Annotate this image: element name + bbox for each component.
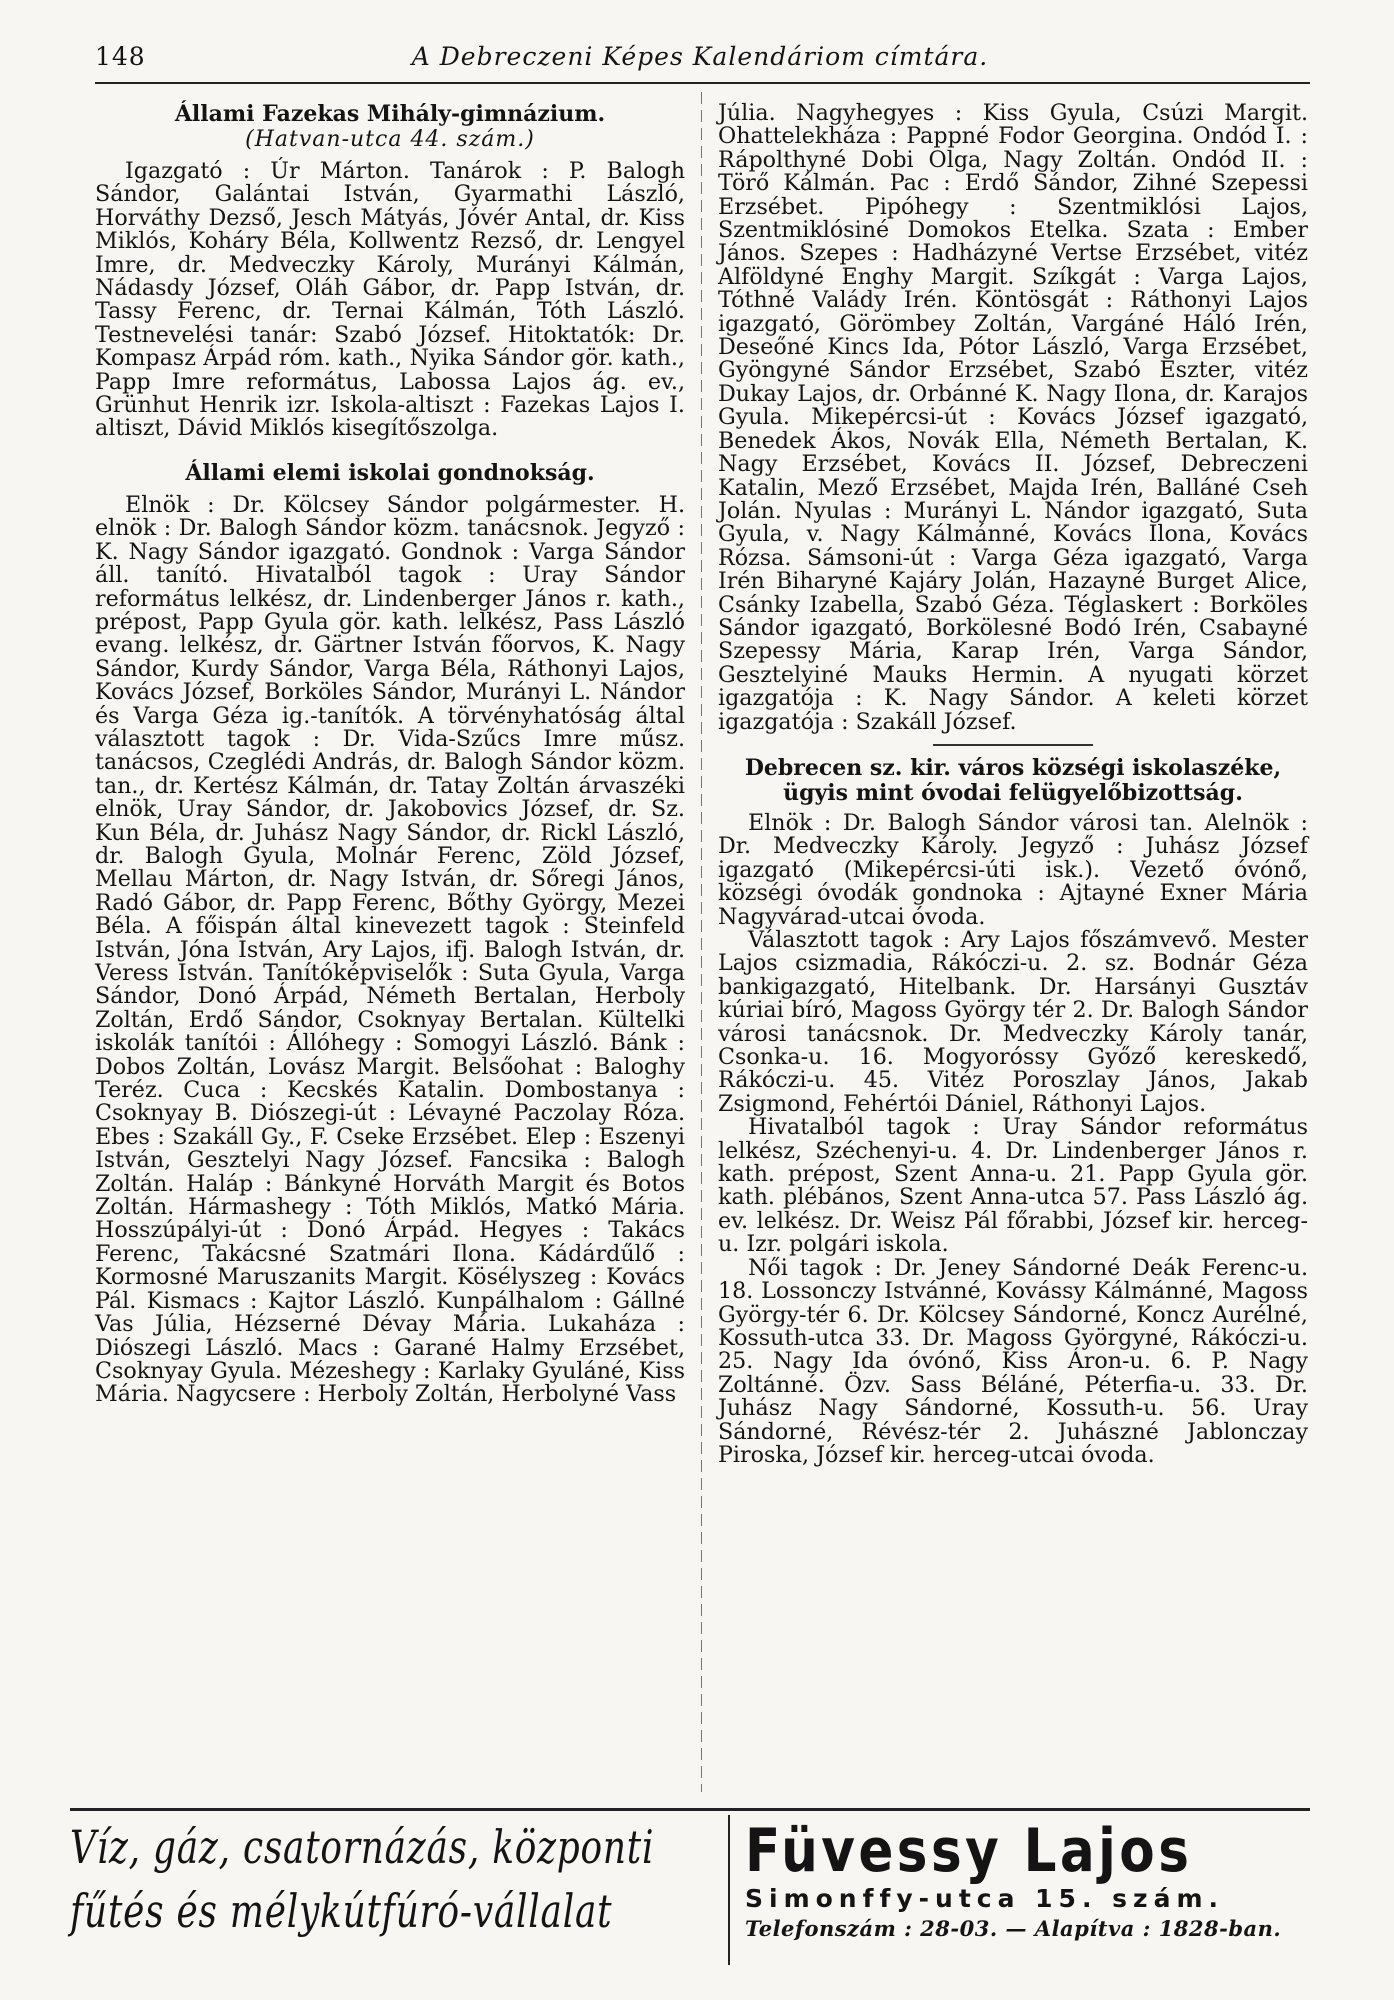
left-column <box>95 102 685 1802</box>
running-title: A Debreczeni Képes Kalendáriom címtára. <box>411 42 989 71</box>
page-header <box>95 38 1305 84</box>
iskolaszek-elected-members: Választott tagok : Ary Lajos főszámvevő. Mester Lajos csizmadia, Rákóczi-u. 2. sz. Bodnár Géza bankigazgató, Hitelbank. Dr. Harsányi Gusztáv kúriai bíró, Magoss György tér 2. Dr. Balogh Sándor városi tanácsnok. Dr. Medveczky Károly tanár, Csonka-u. 16. Mogyoróssy Győző kereskedő, Rákóczi-u. 45. Vitéz Poroszlay János, Jakab Zsigmond, Fehértói Dániel, Ráthonyi Lajos. <box>718 927 1308 1117</box>
section-title-iskolaszek-2: ügyis mint óvodai felügyelőbizottság. <box>783 779 1243 806</box>
ad-services-line-1: Víz, gáz, csatornázás, központi <box>70 1820 655 1874</box>
gimnazium-staff-text: Igazgató : Úr Márton. Tanárok : P. Balogh Sándor, Galántai István, Gyarmathi László, Horváthy Dezső, Jesch Mátyás, Jóvér Antal, dr. Kiss Miklós, Koháry Béla, Kollwentz Rezső, dr. Lengyel Imre, dr. Medveczky Károly, Murányi Kálmán, Nádasdy József, Oláh Gábor, dr. Papp István, dr. Tassy Ferenc, dr. Ternai Kálmán, Tóth László. Testnevelési tanár: Szabó József. Hitoktatók: Dr. Kompasz Árpád róm. kath., Nyika Sándor gör. kath., Papp Imre református, Labossa Lajos ág. ev., Grünhut Henrik izr. Iskola-altiszt : Fazekas Lajos I. altiszt, Dávid Miklós kisegítőszolga. <box>95 158 685 442</box>
page-number: 148 <box>95 42 146 71</box>
section-title-iskolaszek-1: Debrecen sz. kir. város községi iskolaszéke, <box>744 754 1282 781</box>
advertisement-company <box>745 1818 1310 1968</box>
ad-company-phone: Telefonszám : 28-03. — Alapítva : 1828-ban. <box>745 1916 1282 1941</box>
header-rule <box>95 82 1310 84</box>
gondnoksag-text: Elnök : Dr. Kölcsey Sándor polgármester. H. elnök : Dr. Balogh Sándor közm. tanácsnok. Jegyző : K. Nagy Sándor igazgató. Gondnok : Varga Sándor áll. tanító. Hivatalból tagok : Uray Sándor református lelkész, dr. Lindenberger János r. kath., prépost, Papp Gyula gör. kath. lelkész, Pass László evang. lelkész, dr. Gärtner István főorvos, K. Nagy Sándor, Kurdy Sándor, Varga Béla, Ráthonyi Lajos, Kovács József, Borköles Sándor, Murányi L. Nándor és Varga Géza ig.-tanítók. A törvényhatóság által választott tagok : Dr. Vida-Szűcs Imre műsz. tanácsos, Czeglédi András, dr. Balogh Sándor közm. tan., dr. Kertész Kálmán, dr. Tatay Zoltán árvaszéki elnök, Uray Sándor, dr. Jakobovics József, dr. Sz. Kun Béla, dr. Juhász Nagy Sándor, dr. Rickl László, dr. Balogh Gyula, Molnár Ferenc, Zöld József, Mellau Márton, dr. Nagy István, dr. Sőregi János, Radó Gábor, dr. Papp Ferenc, Bőthy György, Mezei Béla. A főispán által kinevezett tagok : Steinfeld István, Jóna István, Ary Lajos, ifj. Balogh István, dr. Veress István. Tanítóképviselők : Suta Gyula, Varga Sándor, Donó Árpád, Németh Bertalan, Herboly Zoltán, Erdő Sándor, Csoknyay Bertalan. Kültelki iskolák tanítói : Állóhegy : Somogyi László. Bánk : Dobos Zoltán, Lovász Margit. Belsőohat : Baloghy Teréz. Cuca : Kecskés Katalin. Dombostanya : Csoknyay B. Diószegi-út : Lévayné Paczolay Róza. Ebes : Szakáll Gy., F. Cseke Erzsébet. Elep : Eszenyi István, Gesztelyi Nagy József. Fancsika : Balogh Zoltán. Haláp : Bánkyné Horváth Margit és Botos Zoltán. Hármashegy : Tóth Miklós, Matkó Mária. Hosszúpályi-út : Donó Árpád. Hegyes : Takács Ferenc, Takácsné Szatmári Ilona. Kádárdűlő : Kormosné Maruszanits Margit. Kösélyszeg : Kovács Pál. Kismacs : Kajtor László. Kunpálhalom : Gállné Vas Júlia, Hézserné Dévay Mária. Lukaháza : Diószegi László. Macs : Garané Halmy Erzsébet, Csoknyay Gyula. Mézeshegy : Karlaky Gyuláné, Kiss Mária. Nagycsere : Herboly Zoltán, Herbolyné Vass <box>95 491 685 1408</box>
right-column <box>718 102 1308 1802</box>
advertisement-rule <box>70 1808 1310 1811</box>
ad-services-line-2: fűtés és mélykútfúró-vállalat <box>70 1884 613 1938</box>
ad-company-name: Füvessy Lajos <box>745 1816 1193 1886</box>
section-subtitle-address: (Hatvan-utca 44. szám.) <box>245 127 535 152</box>
ad-company-address: Simonffy-utca 15. szám. <box>745 1884 1225 1913</box>
advertisement-services <box>70 1815 720 1965</box>
continued-text: Júlia. Nagyhegyes : Kiss Gyula, Csúzi Margit. Ohattelekháza : Pappné Fodor Georgina. Ondód I. : Rápolthyné Dobi Olga, Nagy Zoltán. Ondód II. : Törő Kálmán. Pac : Erdő Sándor, Zihné Szepessi Erzsébet. Pipóhegy : Szentmiklósi Lajos, Szentmiklósiné Domokos Etelka. Szata : Ember János. Szepes : Hadházyné Vertse Erzsébet, vitéz Alföldyné Enghy Margit. Szíkgát : Varga Lajos, Tóthné Valády Irén. Köntösgát : Ráthonyi Lajos igazgató, Görömbey Zoltán, Vargáné Háló Irén, Deseőné Kincs Ida, Pótor László, Varga Erzsébet, Gyöngyné Sándor Erzsébet, Szabó Eszter, vitéz Dukay Lajos, dr. Orbánné K. Nagy Ilona, dr. Karajos Gyula. Mikepércsi-út : Kovács József igazgató, Benedek Ákos, Novák Ella, Németh Bertalan, K. Nagy Erzsébet, Kovács II. József, Debreczeni Katalin, Mező Erzsébet, Majda Irén, Balláné Cseh Jolán. Nyulas : Murányi L. Nándor igazgató, Suta Gyula, v. Nagy Kálmánné, Kovács Ilona, Kovács Rózsa. Sámsoni-út : Varga Géza igazgató, Varga Irén Biharyné Kajáry Jolán, Hazayné Burget Alice, Csánky Izabella, Szabó Géza. Téglaskert : Borköles Sándor igazgató, Borkölesné Bodó Irén, Csabayné Szepessy Mária, Karap Irén, Varga Sándor, Gesztelyiné Mauks Hermin. A nyugati körzet igazgatója : K. Nagy Sándor. A keleti körzet igazgatója : Szakáll József. <box>718 100 1308 735</box>
section-title-gondnoksag: Állami elemi iskolai gondnokság. <box>185 459 595 486</box>
iskolaszek-officers: Elnök : Dr. Balogh Sándor városi tan. Alelnök : Dr. Medveczky Károly. Jegyző : Juhász József igazgató (Mikepércsi-úti isk.). Vezető óvónő, községi óvodák gondnoka : Ajtayné Exner Mária Nagyvárad-utcai óvoda. <box>718 809 1308 930</box>
section-rule <box>933 744 1093 746</box>
spacer <box>95 441 685 461</box>
section-title-gimnazium: Állami Fazekas Mihály-gimnázium. <box>174 101 606 127</box>
iskolaszek-women-members: Női tagok : Dr. Jeney Sándorné Deák Ferenc-u. 18. Lossonczy Istvánné, Kovássy Kálmánné, Magoss György-tér 6. Dr. Kölcsey Sándorné, Koncz Aurélné, Kossuth-utca 33. Dr. Magoss Györgyné, Rákóczi-u. 25. Nagy Ida óvónő, Kiss Áron-u. 6. P. Nagy Zoltánné. Özv. Sass Béláné, Péterfia-u. 33. Dr. Juhász Nagy Sándorné, Kossuth-u. 56. Uray Sándorné, Révész-tér 2. Juhászné Jablonczay Piroska, József kir. herceg-utcai óvoda. <box>718 1254 1308 1468</box>
advertisement-separator <box>728 1815 730 1965</box>
iskolaszek-official-members: Hivatalból tagok : Uray Sándor református lelkész, Széchenyi-u. 4. Dr. Lindenberger János r. kath. prépost, Szent Anna-u. 21. Papp Gyula gör. kath. plébános, Szent Anna-utca 57. Pass László ág. ev. lelkész. Dr. Weisz Pál főrabbi, József kir. herceg-u. Izr. polgári iskola. <box>718 1114 1308 1258</box>
column-divider <box>701 92 702 1792</box>
